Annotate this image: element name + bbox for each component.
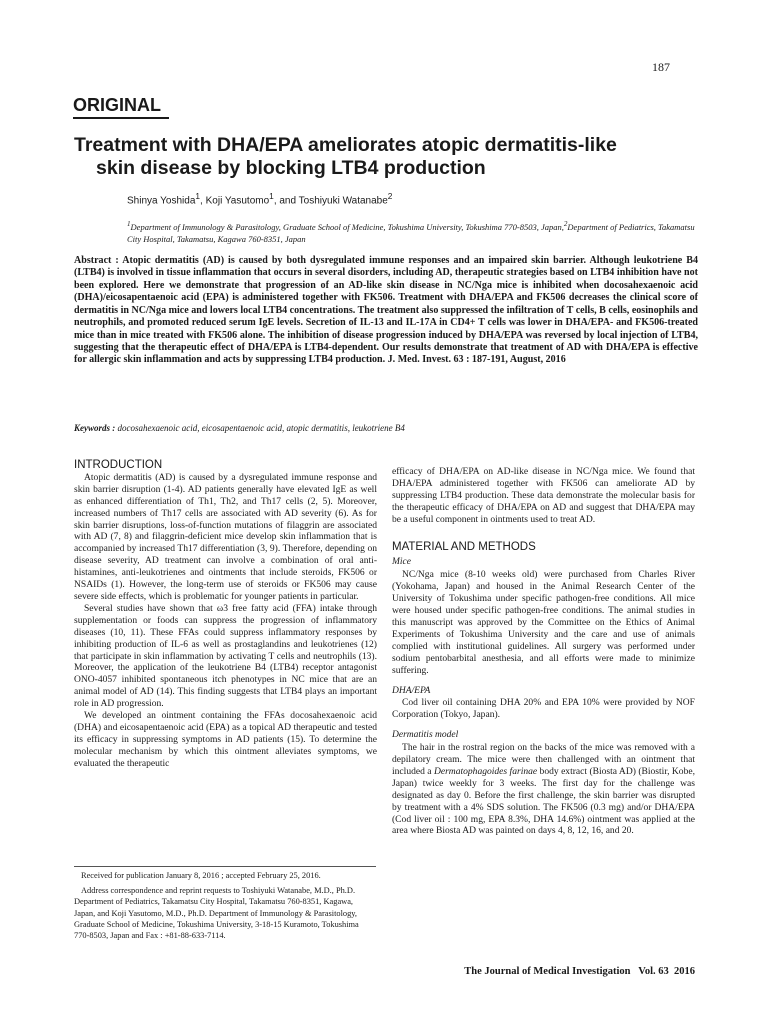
mice-paragraph: NC/Nga mice (8-10 weeks old) were purchased from Charles River (Yokohama, Japan) and housed in the Animal Research Center of the University of Tokushima under specific pathogen-free conditions. All mice were housed under specific pathogen-free conditions. The animal studies in this manuscript was approved by the Committee on the Ethics of Animal Experiments of Tokushima University and the care and use of animals complied with institutional guidelines. All surgery was performed under sodium pentobarbital anesthesia, and all efforts were made to minimize suffering.	[392, 569, 695, 676]
article-title	[74, 134, 714, 180]
correspondence-address: Address correspondence and reprint requests to Toshiyuki Watanabe, M.D., Ph.D. Department of Pediatrics, Takamatsu City Hospital, Takamatsu 760-8351, Kagawa, Japan, and Koji Yasutomo, M.D., Ph.D. Department of Immunology & Parasitology, Graduate School of Medicine, Tokushima University, 3-18-15 Kuramoto, Tokushima 770-8503, Japan and Fax : +81-88-633-7114.	[74, 886, 359, 941]
footnote	[74, 870, 376, 945]
author-list	[127, 191, 392, 206]
dermatitis-model-paragraph	[392, 742, 695, 837]
introduction-heading: INTRODUCTION	[74, 459, 163, 471]
title-line-2: skin disease by blocking LTB4 production	[96, 157, 486, 179]
author-1-affil-mark: 1	[195, 191, 201, 201]
affiliation-1: Department of Immunology & Parasitology, Graduate School of Medicine, Tokushima University, Tokushima 770-8503, Japan,	[130, 221, 564, 232]
author-1: Shinya Yoshida	[127, 195, 196, 207]
affil-mark-1: 1	[127, 220, 131, 228]
author-3: Toshiyuki Watanabe	[298, 195, 388, 207]
right-column	[392, 466, 695, 837]
abstract-label: Abstract :	[74, 255, 123, 266]
keywords-label: Keywords :	[74, 423, 118, 433]
keywords	[74, 422, 698, 434]
abstract-text: Atopic dermatitis (AD) is caused by both dysregulated immune responses and an impaired skin barrier. Although leukotriene B4 (LTB4) is involved in tissue inflammation that occurs in several disorders, including AD, therapeutic strategies based on LTB4 inhibition have not been explored. Here we demonstrate that progression of an AD-like skin disease in NC/Nga mice is inhibited when docosahexaenoic acid (DHA)/eicosapentaenoic acid (EPA) is administered together with FK506. Treatment with DHA/EPA and FK506 decreases the clinical score of dermatitis in NC/Nga mice and lowers local LTB4 concentrations. The treatment also suppressed the infiltration of T cells, B cells, eosinophils and neutrophils, and promoted reduced serum IgE levels. Secretion of IL-13 and IL-17A in CD4+ T cells was lower in DHA/EPA- and FK506-treated mice than in mice treated with FK506 alone. The inhibition of disease progression induced by DHA/EPA was reversed by local injection of LTB4, suggesting that the therapeutic effect of DHA/EPA is LTB4-dependent. Our results demonstrate that treatment of AD with DHA/EPA is effective for allergic skin inflammation and acts by suppressing LTB4 production. J. Med. Invest. 63 : 187-191, August, 2016	[74, 255, 698, 366]
intro-paragraph-2: Several studies have shown that ω3 free fatty acid (FFA) intake through supplementation or foods can suppress the progression of inflammatory diseases (10, 11). These FFAs could suppress inflammatory responses by inhibiting production of IL-6 as well as prostaglandins and leukotrienes (12) that participate in skin inflammation by activating T cells and neutrophils (13). Moreover, the application of the leukotriene B4 (LTB4) receptor antagonist ONO-4057 inhibited spontaneous itch phenotypes in NC mice that are an animal model of AD (14). This finding suggests that LTB4 plays an important role in AD progression.	[74, 602, 377, 710]
affiliations	[127, 218, 697, 246]
mice-subheading: Mice	[392, 557, 411, 568]
title-line-1: Treatment with DHA/EPA ameliorates atopic dermatitis-like	[74, 134, 617, 156]
author-2: Koji Yasutomo	[205, 195, 270, 207]
abstract	[74, 255, 698, 367]
author-3-affil-mark: 2	[387, 191, 393, 201]
received-date: Received for publication January 8, 2016 ; accepted February 25, 2016.	[81, 871, 321, 880]
author-separator: ,	[200, 195, 206, 207]
intro-paragraph-3: We developed an ointment containing the FFAs docosahexaenoic acid (DHA) and eicosapentaenoic acid (EPA) as a topical AD therapeutic and tested its efficacy in suppressing symptoms in AD patients (15). To determine the molecular mechanism by which this ointment alleviates symptoms, we evaluated the therapeutic	[74, 710, 377, 769]
keywords-text: docosahexaenoic acid, eicosapentaenoic acid, atopic dermatitis, leukotriene B4	[117, 423, 405, 433]
section-label: ORIGINAL	[73, 95, 161, 115]
intro-paragraph-1: Atopic dermatitis (AD) is caused by a dysregulated immune response and skin barrier disruption (1-4). AD patients generally have elevated IgE as well as enhanced differentiation of Th1, Th2, and Th17 cells (2, 5). Moreover, increased numbers of Th17 cells are associated with AD severity (6). As for skin barrier disruptions, loss-of-function mutations of filaggrin are associated with AD (7, 8) and filaggrin-deficient mice develop skin inflammation that is accompanied by increased Th17 differentiation (3, 9). Therefore, depending on disease severity, AD treatment can involve a combination of oral anti-histamines, anti-leukotrienes and ointments that include steroids, FK506 or NSAIDs (1). However, the long-term use of steroids or FK506 may cause severe side effects, which is problematic for younger patients in particular.	[74, 471, 377, 602]
dermatitis-text-b: body extract (Biosta AD) (Biostir, Kobe, Japan) twice weekly for 3 weeks. The first day for the challenge was designated as day 0. Before the first challenge, the skin barrier was disrupted by treatment with a 4% SDS solution. The FK506 (0.3 mg) and/or DHA/EPA (Cod liver oil : 100 mg, EPA 8.3%, DHA 14.6%) ointment was applied at the area where Biosta AD was painted on days 4, 8, 12, 16, and 20.	[392, 765, 695, 837]
page-number: 187	[652, 60, 670, 74]
section-underline	[73, 117, 169, 119]
affil-mark-2: 2	[563, 220, 568, 228]
affiliation-2: Department of Pediatrics, Takamatsu City Hospital, Takamatsu, Kagawa 760-8351, Japan	[127, 221, 695, 245]
author-separator: , and	[273, 195, 299, 207]
intro-continued: efficacy of DHA/EPA on AD-like disease in NC/Nga mice. We found that DHA/EPA administered together with FK506 can ameliorate AD by suppressing LTB4 production. These data demonstrate the molecular basis for the therapeutic efficacy of DHA/EPA on AD and suggest that DHA/EPA may be a useful component in ointments used to treat AD.	[392, 466, 695, 525]
author-2-affil-mark: 1	[269, 191, 274, 201]
dha-epa-subheading: DHA/EPA	[392, 685, 431, 696]
methods-heading: MATERIAL AND METHODS	[392, 540, 536, 553]
species-name: Dermatophagoides farinae	[433, 765, 538, 777]
dermatitis-model-subheading: Dermatitis model	[392, 730, 459, 741]
dha-epa-paragraph: Cod liver oil containing DHA 20% and EPA 10% were provided by NOF Corporation (Tokyo, Japan).	[392, 697, 695, 721]
footnote-divider	[74, 866, 376, 867]
dermatitis-text-a: The hair in the rostral region on the backs of the mice was removed with a depilatory cream. The mice were then challenged with an ointment that included a	[392, 742, 695, 777]
journal-footer: The Journal of Medical Investigation Vol. 63 2016	[464, 966, 695, 977]
left-column	[74, 460, 377, 770]
